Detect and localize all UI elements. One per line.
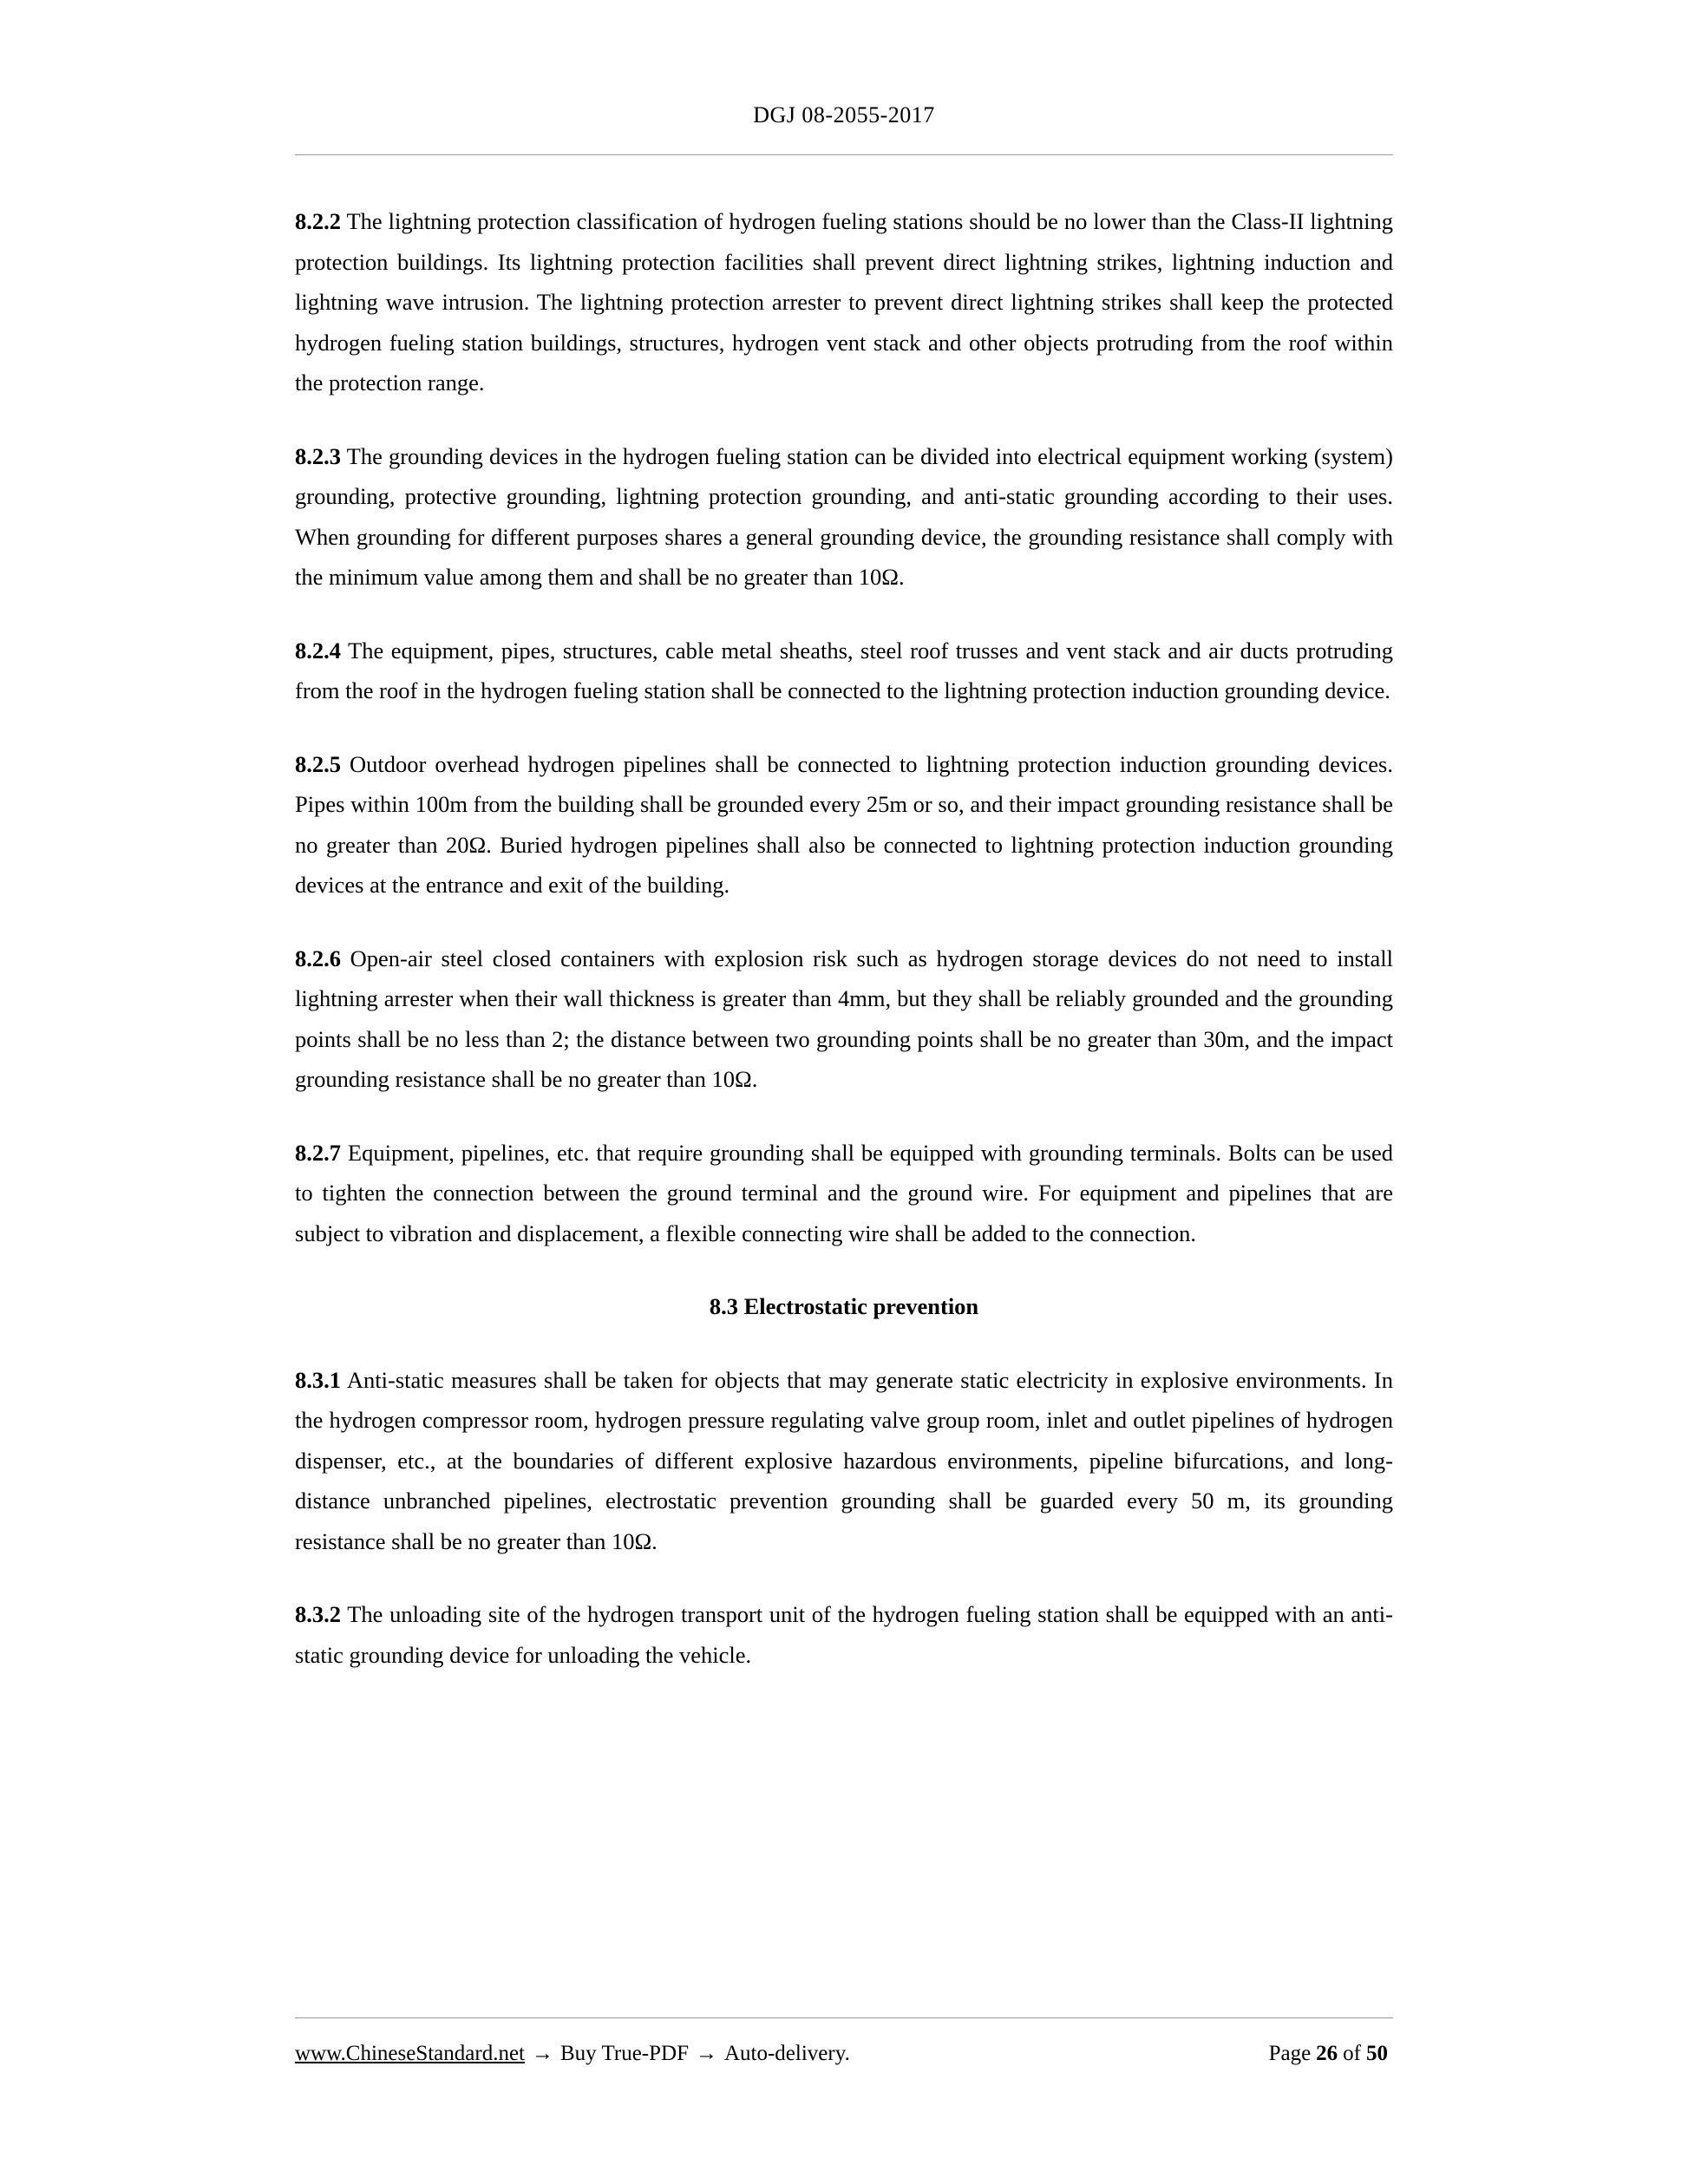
footer-divider <box>295 2017 1393 2018</box>
page-total: 50 <box>1366 2042 1388 2065</box>
footer-links <box>295 2037 850 2071</box>
clause-text: The equipment, pipes, structures, cable metal sheaths, steel roof trusses and vent stack and air ducts protruding from the roof in the hydrogen fueling station shall be connected to the lightning protection induction grounding device. <box>295 637 1393 703</box>
clause-paragraph <box>295 1594 1393 1675</box>
website-link[interactable]: www.ChineseStandard.net <box>295 2042 525 2065</box>
standard-code: DGJ 08-2055-2017 <box>753 102 935 128</box>
clause-text: Equipment, pipelines, etc. that require grounding shall be equipped with grounding terminals. Bolts can be used to tighten the connection between the ground terminal and the ground wire. For equipment and pipelines that are subject to vibration and displacement, a flexible connecting wire shall be added to the connection. <box>295 1139 1393 1246</box>
clause-number: 8.2.7 <box>295 1139 341 1166</box>
clause-number: 8.2.4 <box>295 637 341 664</box>
page-label: Page <box>1268 2042 1312 2065</box>
delivery-label: Auto-delivery. <box>723 2042 850 2065</box>
clause-text: The unloading site of the hydrogen transport unit of the hydrogen fueling station shall be equipped with an anti-static grounding device for unloading the vehicle. <box>295 1601 1393 1668</box>
clause-text: The lightning protection classification of hydrogen fueling stations should be no lower than the Class-II lightning protection buildings. Its lightning protection facilities shall prevent direct lightning strikes, lightning induction and lightning wave intrusion. The lightning protection arrester to prevent direct lightning strikes shall keep the protected hydrogen fueling station buildings, structures, hydrogen vent stack and other objects protruding from the roof within the protection range. <box>295 208 1393 396</box>
arrow-icon: → <box>695 2042 717 2065</box>
clause-paragraph <box>295 631 1393 711</box>
clause-paragraph <box>295 1133 1393 1254</box>
clause-text: Outdoor overhead hydrogen pipelines shall be connected to lightning protection induction grounding devices. Pipes within 100m from the building shall be grounded every 25m or so, and their impact grounding resistance shall be no greater than 20Ω. Buried hydrogen pipelines shall also be connected to lightning protection induction grounding devices at the entrance and exit of the building. <box>295 750 1393 898</box>
clause-text: Open-air steel closed containers with explosion risk such as hydrogen storage devices do not need to install lightning arrester when their wall thickness is greater than 4mm, but they shall be reliably grounded and the grounding points shall be no less than 2; the distance between two grounding points shall be no greater than 30m, and the impact grounding resistance shall be no greater than 10Ω. <box>295 945 1393 1092</box>
clause-text: The grounding devices in the hydrogen fueling station can be divided into electrical equipment working (system) grounding, protective grounding, lightning protection grounding, and anti-static grounding according to their uses. When grounding for different purposes shares a general grounding device, the grounding resistance shall comply with the minimum value among them and shall be no greater than 10Ω. <box>295 442 1393 590</box>
clause-paragraph <box>295 201 1393 403</box>
page-number: 26 <box>1316 2042 1338 2065</box>
section-heading: 8.3 Electrostatic prevention <box>709 1293 979 1319</box>
clause-number: 8.2.2 <box>295 208 341 234</box>
page-header <box>295 102 1393 128</box>
clause-text: Anti-static measures shall be taken for objects that may generate static electricity in explosive environments. In the hydrogen compressor room, hydrogen pressure regulating valve group room, inlet and outlet pipelines of hydrogen dispenser, etc., at the boundaries of different explosive hazardous environments, pipeline bifurcations, and long-distance unbranched pipelines, electrostatic prevention grounding shall be guarded every 50 m, its grounding resistance shall be no greater than 10Ω. <box>295 1366 1393 1554</box>
clause-number: 8.3.1 <box>295 1366 341 1393</box>
clause-number: 8.3.2 <box>295 1601 341 1627</box>
clause-number: 8.2.5 <box>295 750 341 777</box>
clause-number: 8.2.3 <box>295 442 341 469</box>
header-divider <box>295 154 1393 155</box>
clause-number: 8.2.6 <box>295 945 341 971</box>
clause-paragraph <box>295 938 1393 1100</box>
buy-label: Buy True-PDF <box>560 2042 689 2065</box>
document-body <box>295 201 1393 1708</box>
clause-paragraph <box>295 436 1393 598</box>
clause-paragraph <box>295 744 1393 906</box>
clause-paragraph <box>295 1360 1393 1562</box>
of-label: of <box>1343 2042 1361 2065</box>
page-indicator <box>1269 2037 1393 2071</box>
arrow-icon: → <box>532 2042 553 2065</box>
